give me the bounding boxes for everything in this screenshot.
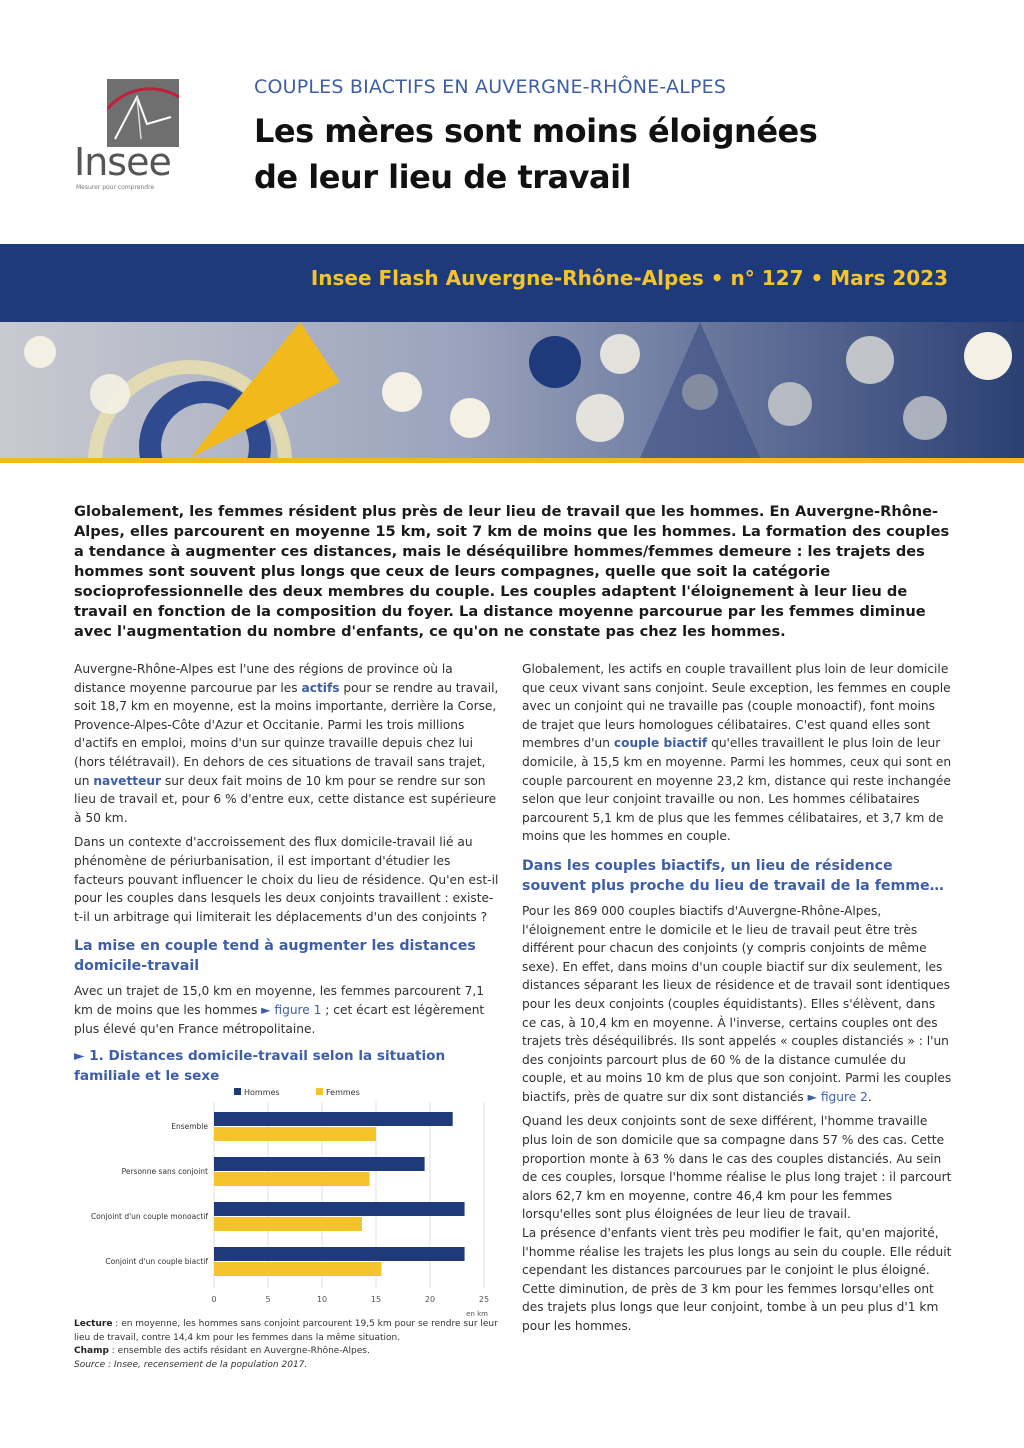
category-label: Ensemble [171, 1122, 208, 1131]
section-heading-2: Dans les couples biactifs, un lieu de résidence souvent plus proche du lieu de travail de la femme… [522, 857, 944, 894]
link-actifs[interactable]: actifs [301, 680, 340, 695]
page-title [254, 108, 817, 200]
note-text: : en moyenne, les hommes sans conjoint parcourent 19,5 km pour se rendre sur leur lieu de travail, contre 14,4 km pour les femmes dans la même situation. [74, 1319, 498, 1343]
title-line-1: Les mères sont moins éloignées [254, 112, 818, 150]
legend-label: Femmes [326, 1088, 360, 1097]
logo-graphic-icon [107, 79, 179, 147]
lead-paragraph: Globalement, les femmes résident plus près de leur lieu de travail que les hommes. En Auvergne-Rhône-Alpes, elles parcourent en moyenne 15 km, soit 7 km de moins que les hommes. La formation des couples a tendance à augmenter ces distances, mais le déséquilibre hommes/femmes demeure : les trajets des hommes sont souvent plus longs que ceux de leurs compagnes, quelle que soit la catégorie socioprofessionnelle des deux membres du couple. Les couples adaptent l'éloignement à leur lieu de travail en fonction de la composition du foyer. La distance moyenne parcourue par les femmes diminue avec l'augmentation du nombre d'enfants, ce qu'on ne constate pas chez les hommes. [74, 503, 950, 640]
bar-femmes [214, 1127, 376, 1141]
text-span: Avec un trajet de 15,0 km en moyenne, les femmes parcourent 7,1 km de moins que les hommes [74, 984, 484, 1017]
note-text: : ensemble des actifs résidant en Auvergne-Rhône-Alpes. [108, 1346, 370, 1357]
right-paragraph-1 [522, 660, 952, 846]
logo-wordmark: Insee [74, 140, 171, 184]
legend-swatch [316, 1088, 323, 1095]
x-tick-label: 15 [370, 1295, 382, 1304]
x-tick-label: 20 [424, 1295, 436, 1304]
x-tick-label: 25 [478, 1295, 490, 1304]
x-tick-label: 10 [316, 1295, 328, 1304]
left-paragraph-1 [74, 660, 500, 827]
logo-tagline: Mesurer pour comprendre [76, 184, 155, 191]
category-label: Conjoint d'un couple biactif [105, 1257, 208, 1266]
bar-hommes [214, 1157, 425, 1171]
figure-1-link[interactable]: ► figure 1 [261, 1002, 322, 1017]
banner-accent-line [0, 458, 1024, 463]
link-couple-biactif[interactable]: couple biactif [613, 736, 708, 751]
bar-hommes [214, 1202, 465, 1216]
banner-image [0, 322, 1024, 458]
section-heading-1: La mise en couple tend à augmenter les distances domicile-travail [74, 938, 476, 975]
note-label: Champ [74, 1346, 109, 1357]
bar-femmes [214, 1172, 370, 1186]
legend-swatch [234, 1088, 241, 1095]
category-label: Personne sans conjoint [121, 1167, 208, 1176]
text-span: Globalement, les actifs en couple travaillent plus loin de leur domicile que ceux vivant sans conjoint. Seule exception, les femmes en couple avec un conjoint qui ne travaille pas (couple monoactif), font moins de trajet que leurs homologues célibataires. C'est quand elles sont membres d'un [522, 662, 951, 751]
right-paragraph-3: Quand les deux conjoints sont de sexe différent, l'homme travaille plus loin de son domicile que sa compagne dans 57 % des cas. Cette proportion monte à 63 % dans le cas des couples distanciés. Au sein de ces couples, lorsque l'homme réalise le plus long trajet : il parcourt alors 62,7 km en moyenne, contre 46,4 km pour les femmes lorsqu'elles sont plus éloignées de leur lieu de travail. [522, 1114, 952, 1222]
figure-2-link[interactable]: ► figure 2 [807, 1089, 868, 1104]
bar-hommes [214, 1247, 465, 1261]
text-span: pour se rendre au travail, soit 18,7 km en moyenne, est la moins importante, derrière la Corse, Provence-Alpes-Côte d'Azur et Occitanie. Parmi les trois millions d'actifs en emploi, moins d'un sur quinze travaille depuis chez lui (hors télétravail). En dehors de ces situations de travail sans trajet, un [74, 680, 499, 788]
text-span: sur deux fait moins de 10 km pour se rendre sur son lieu de travail et, pour 6 % d'entre eux, cette distance est supérieure à 50 km. [74, 773, 497, 825]
figure-1-title: ► 1. Distances domicile-travail selon la situation familiale et le sexe [74, 1048, 446, 1085]
text-span: . [867, 1089, 872, 1104]
bar-femmes [214, 1262, 381, 1276]
x-tick-label: 0 [211, 1295, 217, 1304]
left-paragraph-3 [74, 982, 500, 1038]
x-unit-label: en km [466, 1310, 488, 1318]
legend-label: Hommes [244, 1088, 280, 1097]
insee-logo [74, 78, 186, 190]
kicker: COUPLES BIACTIFS EN AUVERGNE-RHÔNE-ALPES [254, 76, 727, 98]
note-label: Lecture [74, 1319, 113, 1329]
banner-graphic [0, 322, 1024, 458]
note-lecture [74, 1318, 504, 1345]
text-span: qu'elles travaillent le plus loin de leur domicile, à 15,5 km en moyenne. Parmi les hommes, ceux qui sont en couple parcourent en moyenne 23,2 km, distance qui reste inchangée selon que leur conjoint travaille ou non. Les hommes célibataires parcourent 5,1 km de plus que les femmes célibataires, et 3,7 km de moins que les hommes en couple. [522, 736, 952, 844]
text-span: Pour les 869 000 couples biactifs d'Auvergne-Rhône-Alpes, l'éloignement entre le domicile et le lieu de travail peut être très différent pour chacun des conjoints (y compris conjoints de même sexe). En effet, dans moins d'un couple biactif sur dix seulement, les distances séparant les lieux de résidence et de travail sont identiques pour les deux conjoints (couples équidistants). Elles s'élèvent, dans ce cas, à 10,4 km en moyenne. À l'inverse, certains couples ont des trajets très déséquilibrés. Ils sont appelés « couples distanciés » : l'un des conjoints parcourt plus de 60 % de la distance cumulée du couple, et au moins 10 km de plus que son conjoint. Parmi les couples biactifs, près de quatre sur dix sont distanciés [522, 903, 952, 1104]
text-span: ; cet écart est légèrement plus élevé qu'en France métropolitaine. [74, 1002, 485, 1036]
text-span: Auvergne-Rhône-Alpes est l'une des régions de province où la distance moyenne parcourue par les [74, 662, 453, 695]
right-paragraph-2 [522, 902, 952, 1107]
bar-hommes [214, 1112, 453, 1126]
figure-1-chart [74, 1080, 504, 1320]
issue-line: Insee Flash Auvergne-Rhône-Alpes • n° 127 • Mars 2023 [310, 266, 948, 290]
category-label: Conjoint d'un couple monoactif [90, 1212, 208, 1221]
left-column [74, 660, 500, 1086]
publication-band [0, 244, 1024, 322]
x-tick-label: 5 [265, 1295, 271, 1304]
link-navetteur[interactable]: navetteur [93, 773, 162, 788]
bar-chart [74, 1080, 504, 1320]
right-paragraph-4: La présence d'enfants vient très peu modifier le fait, qu'en majorité, l'homme réalise les trajets les plus longs au sein du couple. Elle réduit cependant les distances parcourues par le conjoint le plus éloigné. Cette diminution, de près de 3 km pour les femmes lorsqu'elles ont des trajets plus longs que leur conjoint, tombe à un peu plus d'1 km pour les hommes. [522, 1226, 952, 1333]
logo-mark [107, 79, 179, 147]
left-paragraph-2: Dans un contexte d'accroissement des flux domicile-travail lié au phénomène de périurbanisation, il est important d'étudier les facteurs pouvant influencer le choix du lieu de résidence. Qu'en est-il pour les couples dans lesquels les deux conjoints travaillent : existe-t-il un arbitrage qui limiterait les déplacements d'un des conjoints ? [74, 835, 499, 924]
right-column [522, 660, 952, 1342]
figure-notes [74, 1318, 504, 1372]
title-line-2: de leur lieu de travail [254, 158, 631, 196]
note-champ [74, 1345, 504, 1359]
bar-femmes [214, 1217, 362, 1231]
note-source: Source : Insee, recensement de la population 2017. [74, 1359, 308, 1370]
